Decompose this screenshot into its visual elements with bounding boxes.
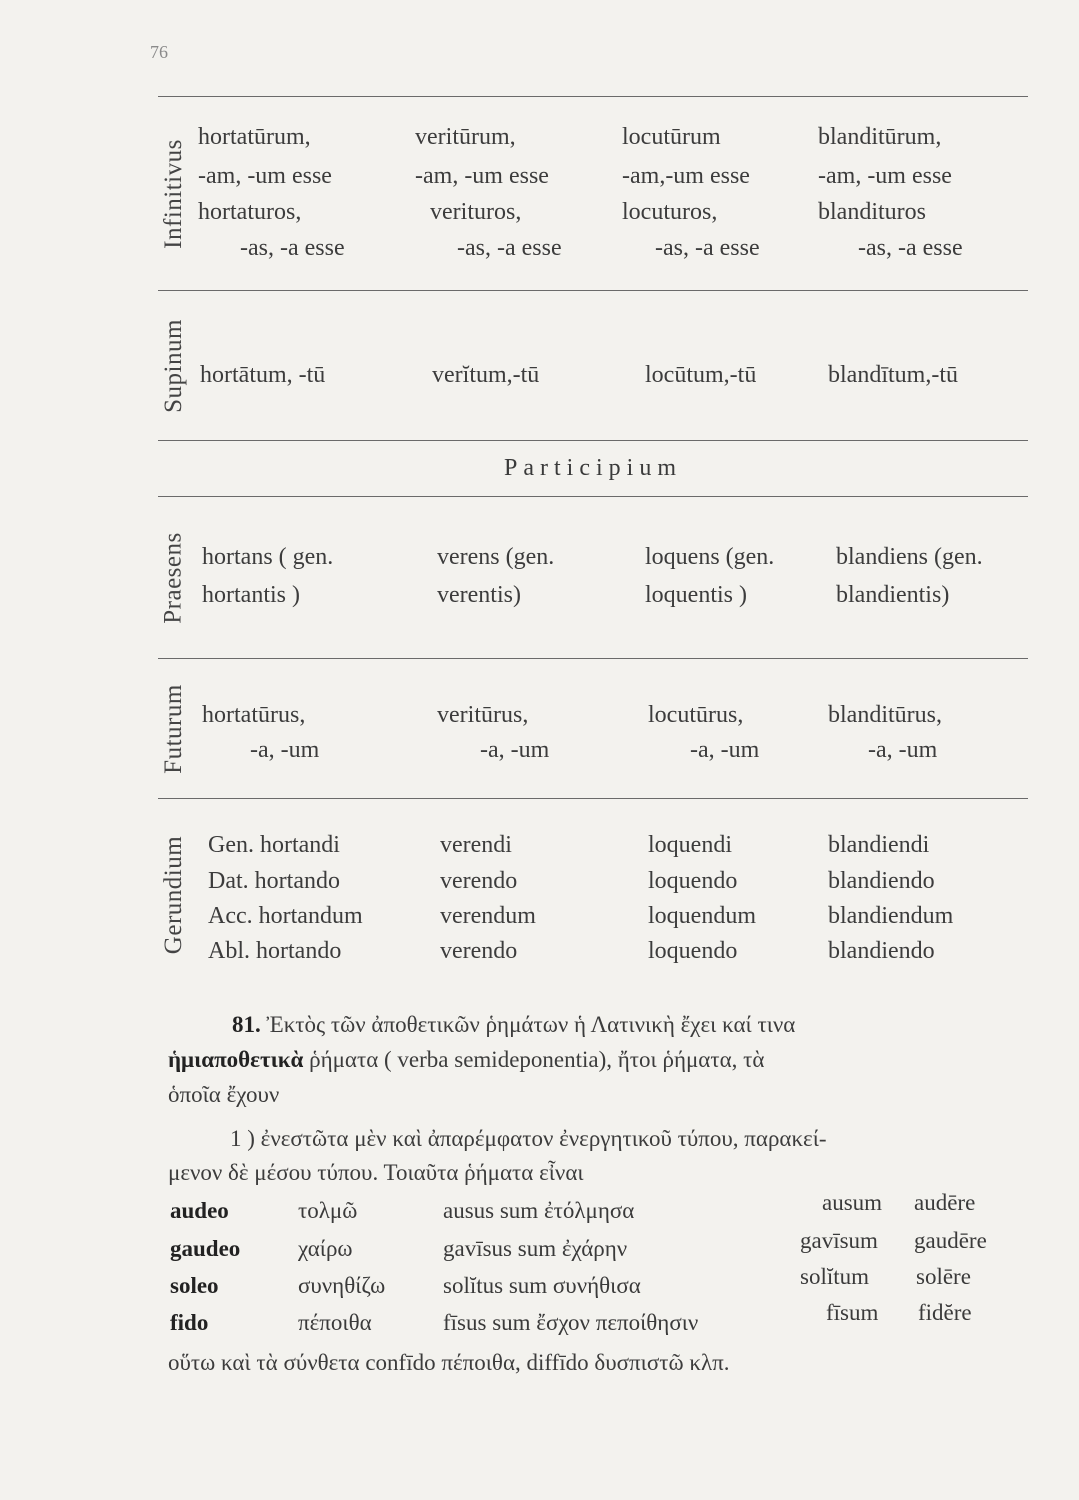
table-cell: verentis) <box>437 582 521 608</box>
table-cell: veritūrum, <box>415 124 516 150</box>
verb-greek: πέποιθα <box>298 1310 372 1335</box>
table-cell: verĭtum,-tū <box>432 362 540 388</box>
table-cell: blandiens (gen. <box>836 544 983 570</box>
verb-latin: gaudeo <box>170 1236 241 1261</box>
table-top-rule <box>158 96 1028 97</box>
table-cell: hortans ( gen. <box>202 544 334 570</box>
table-cell: blandiendo <box>828 938 935 964</box>
table-cell: blandituros <box>818 199 926 225</box>
table-cell: Abl. hortando <box>208 938 342 964</box>
table-cell: locutūrum <box>622 124 721 150</box>
table-cell: loquendi <box>648 832 732 858</box>
table-cell: verendo <box>440 938 518 964</box>
table-cell: -a, -um <box>250 737 320 763</box>
table-cell: hortaturos, <box>198 199 302 225</box>
praesens-label: Praesens <box>160 532 188 624</box>
table-cell: loquendo <box>648 938 738 964</box>
verb-supine: ausum <box>822 1190 883 1215</box>
paragraph-line-4: 1 ) ἐνεστῶτα μὲν καὶ ἀπαρέμφατον ἐνεργητικοῦ τύπου, παρακεί- <box>230 1126 827 1151</box>
paragraph-line-1 <box>232 1012 795 1038</box>
verb-greek: χαίρω <box>298 1236 353 1261</box>
paragraph-number: 81. <box>232 1012 261 1037</box>
table-cell: -am, -um esse <box>818 163 952 189</box>
table-cell: -as, -a esse <box>240 235 345 261</box>
table-cell: hortatūrum, <box>198 124 311 150</box>
table-cell: locutūrus, <box>648 702 744 728</box>
divider-infinitivus-supinum <box>158 290 1028 291</box>
paragraph-line-1-text: Ἐκτὸς τῶν ἀποθετικῶν ῥημάτων ἡ Λατινικὴ ἔχει καί τινα <box>260 1012 796 1037</box>
paragraph-line-5: μενον δὲ μέσου τύπου. Τοιαῦτα ῥήματα εἶναι <box>168 1160 584 1185</box>
table-cell: -a, -um <box>868 737 938 763</box>
verb-perfect: gavīsus sum ἐχάρην <box>443 1236 628 1261</box>
table-cell: verens (gen. <box>437 544 555 570</box>
page-number: 76 <box>150 42 168 62</box>
paragraph-line-2-text: ῥήματα ( verba semideponentia), ἤτοι ῥήματα, τὰ <box>303 1047 765 1072</box>
table-cell: hortantis ) <box>202 582 300 608</box>
verb-perfect: solĭtus sum συνήθισα <box>443 1273 641 1298</box>
supinum-label: Supinum <box>160 319 188 413</box>
table-cell: locuturos, <box>622 199 718 225</box>
futurum-label: Futurum <box>160 684 187 774</box>
paragraph-term: ἡμιαποθετικὰ <box>168 1047 304 1072</box>
verb-perfect: ausus sum ἐτόλμησα <box>443 1198 635 1223</box>
table-cell: -as, -a esse <box>858 235 963 261</box>
participium-title: Participium <box>504 455 682 481</box>
table-cell: Gen. hortandi <box>208 832 340 858</box>
paragraph-last-line: οὕτω καὶ τὰ σύνθετα confīdo πέποιθα, diffīdo δυσπιστῶ κλπ. <box>168 1350 730 1375</box>
verb-perfect: fīsus sum ἔσχον πεποίθησιν <box>443 1310 699 1335</box>
verb-supine: solĭtum <box>800 1264 870 1289</box>
table-cell: blandiendum <box>828 903 954 929</box>
verb-supine: fīsum <box>826 1300 879 1325</box>
table-cell: Acc. hortandum <box>208 903 363 929</box>
paragraph-line-3: ὁποῖα ἔχουν <box>168 1082 280 1107</box>
table-cell: -a, -um <box>480 737 550 763</box>
divider-supinum-participium <box>158 440 1028 441</box>
table-cell: verendo <box>440 868 518 894</box>
table-cell: loquentis ) <box>645 582 747 608</box>
table-cell: hortatūrus, <box>202 702 306 728</box>
table-cell: loquendo <box>648 868 738 894</box>
table-cell: blandiendi <box>828 832 930 858</box>
divider-praesens-futurum <box>158 658 1028 659</box>
verb-greek: τολμῶ <box>298 1198 358 1223</box>
gerundium-label: Gerundium <box>160 835 187 955</box>
table-cell: -as, -a esse <box>457 235 562 261</box>
paragraph-line-2 <box>168 1047 764 1073</box>
table-cell: -am, -um esse <box>198 163 332 189</box>
infinitivus-label: Infinitivus <box>160 139 188 249</box>
table-cell: -a, -um <box>690 737 760 763</box>
table-cell: hortātum, -tū <box>200 362 326 388</box>
table-cell: blanditūrum, <box>818 124 942 150</box>
verb-latin: soleo <box>170 1273 219 1298</box>
verb-infinitive: audēre <box>914 1190 976 1215</box>
divider-futurum-gerundium <box>158 798 1028 799</box>
table-cell: loquendum <box>648 903 756 929</box>
table-cell: blanditūrus, <box>828 702 942 728</box>
table-cell: locūtum,-tū <box>645 362 757 388</box>
verb-infinitive: fidĕre <box>918 1300 972 1325</box>
table-cell: -am, -um esse <box>415 163 549 189</box>
table-cell: verendum <box>440 903 536 929</box>
verb-infinitive: gaudēre <box>914 1228 987 1253</box>
table-cell: blandientis) <box>836 582 950 608</box>
table-cell: -as, -a esse <box>655 235 760 261</box>
divider-participium-praesens <box>158 496 1028 497</box>
table-cell: verendi <box>440 832 512 858</box>
verb-latin: audeo <box>170 1198 229 1223</box>
table-cell: veritūrus, <box>437 702 529 728</box>
table-cell: verituros, <box>430 199 522 225</box>
verb-supine: gavīsum <box>800 1228 878 1253</box>
table-cell: Dat. hortando <box>208 868 340 894</box>
table-cell: blandiendo <box>828 868 935 894</box>
verb-greek: συνηθίζω <box>298 1273 386 1298</box>
verb-infinitive: solēre <box>916 1264 971 1289</box>
verb-latin: fido <box>170 1310 209 1335</box>
table-cell: loquens (gen. <box>645 544 775 570</box>
table-cell: -am,-um esse <box>622 163 750 189</box>
table-cell: blandītum,-tū <box>828 362 958 388</box>
